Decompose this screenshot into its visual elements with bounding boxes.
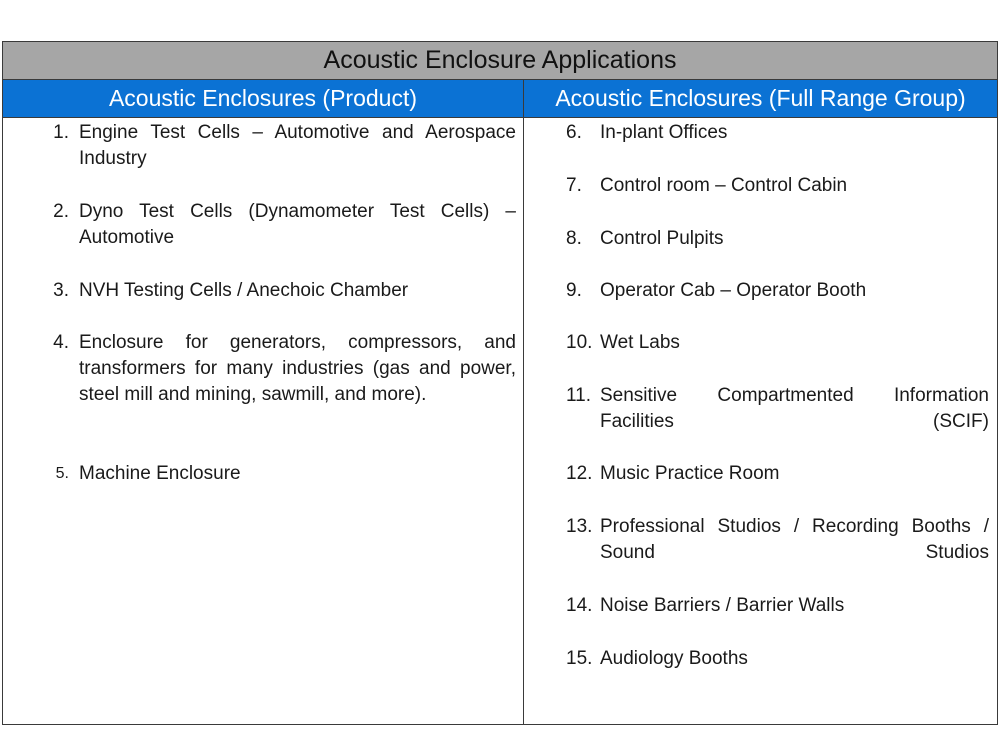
list-item-number: 4. — [53, 332, 69, 353]
list-item-text: Wet Labs — [600, 332, 680, 353]
list-item — [43, 278, 516, 304]
list-item-number: 9. — [566, 280, 582, 301]
list-item-text: Sensitive Compartmented Information Facilities (SCIF) — [600, 385, 989, 432]
list-item-number: 6. — [566, 122, 582, 143]
list-item — [566, 226, 989, 252]
list-item — [566, 120, 989, 146]
list-item — [566, 330, 989, 356]
list-item — [43, 461, 516, 487]
header-full-range-group: Acoustic Enclosures (Full Range Group) — [555, 85, 966, 111]
applications-table — [2, 41, 998, 725]
list-item-text: Enclosure for generators, compressors, and transformers for many industries (gas and power, steel mill and mining, sawmill, and more). — [79, 332, 516, 405]
full-range-group-column — [524, 118, 997, 724]
table-header-row — [3, 80, 997, 118]
list-item-number: 1. — [53, 122, 69, 143]
list-item — [566, 514, 989, 566]
list-item-number: 12. — [566, 463, 593, 484]
list-item-number: 11. — [566, 385, 592, 406]
list-item-text: Music Practice Room — [600, 463, 780, 484]
table-body-row — [3, 118, 997, 724]
list-item-number: 13. — [566, 516, 593, 537]
table-title-row — [3, 42, 997, 80]
table-title: Acoustic Enclosure Applications — [323, 46, 677, 74]
list-item-number: 2. — [53, 201, 69, 222]
product-column — [3, 118, 524, 724]
list-item — [566, 593, 989, 619]
list-item-text: Noise Barriers / Barrier Walls — [600, 595, 845, 616]
list-item — [43, 120, 516, 172]
list-item — [43, 199, 516, 251]
list-item-number: 3. — [53, 280, 69, 301]
list-item — [566, 173, 989, 199]
list-item — [566, 383, 989, 435]
list-item-text: Control room – Control Cabin — [600, 175, 848, 196]
list-item-text: In-plant Offices — [600, 122, 728, 143]
list-item — [566, 646, 989, 672]
list-item — [566, 461, 989, 487]
list-item-number: 10. — [566, 332, 593, 353]
list-item-text: NVH Testing Cells / Anechoic Chamber — [79, 280, 409, 301]
list-item-text: Control Pulpits — [600, 228, 724, 249]
list-item — [43, 330, 516, 408]
list-item — [566, 278, 989, 304]
list-item-text: Dyno Test Cells (Dynamometer Test Cells) – Automotive — [79, 201, 516, 248]
list-item-number: 14. — [566, 595, 593, 616]
list-item-number: 15. — [566, 648, 593, 669]
list-item-number: 5. — [55, 465, 69, 482]
list-item-text: Professional Studios / Recording Booths / Sound Studios — [600, 516, 989, 563]
list-item-number: 8. — [566, 228, 582, 249]
list-item-text: Audiology Booths — [600, 648, 748, 669]
list-item-text: Operator Cab – Operator Booth — [600, 280, 867, 301]
header-product: Acoustic Enclosures (Product) — [3, 80, 524, 117]
list-item-number: 7. — [566, 175, 582, 196]
list-item-text: Engine Test Cells – Automotive and Aerospace Industry — [79, 122, 516, 169]
list-item-text: Machine Enclosure — [79, 463, 241, 484]
